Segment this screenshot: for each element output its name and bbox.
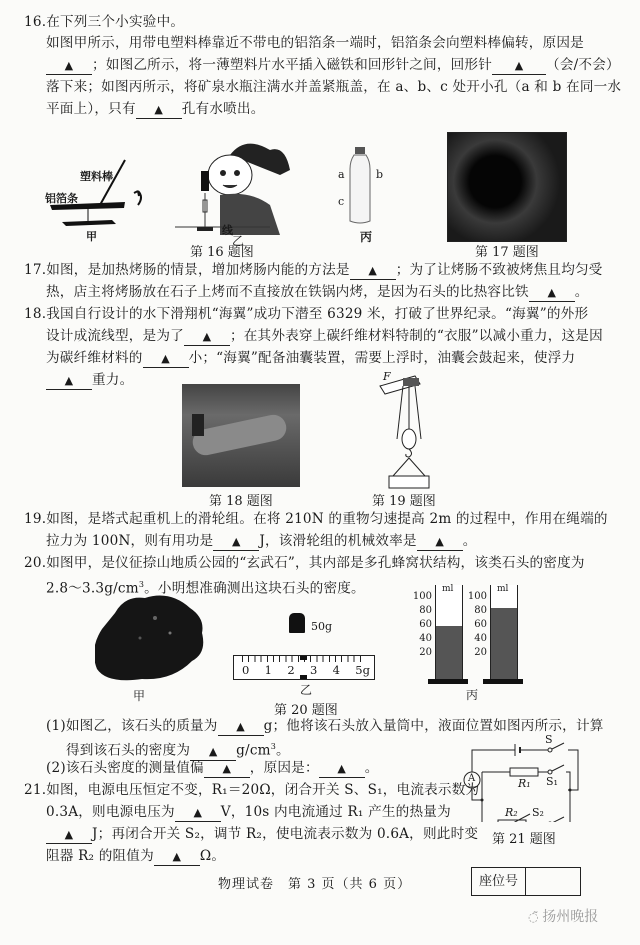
caption-fig16: 第 16 题图 — [190, 245, 254, 260]
label-R2: R₂ — [505, 806, 518, 819]
q16-title: 16.在下列三个小实验中。 — [24, 14, 185, 30]
seat-number-field[interactable] — [526, 868, 580, 895]
answer-blank[interactable]: ▲ — [175, 804, 221, 822]
answer-blank[interactable]: ▲ — [190, 743, 236, 761]
answer-blank[interactable]: ▲ — [204, 760, 250, 778]
q16-line3: 落下来；如图丙所示，将矿泉水瓶注满水并盖紧瓶盖，在 a、b、c 处开小孔（a 和 b 在同一水 — [46, 79, 622, 95]
answer-blank[interactable]: ▲ — [46, 826, 92, 844]
answer-blank[interactable]: ▲ — [417, 533, 463, 551]
answer-blank[interactable]: ▲ — [492, 57, 546, 75]
watermark: ◌̃ 扬州晚报 — [528, 909, 599, 925]
caption-fig19: 第 19 题图 — [372, 494, 436, 509]
figure-20-bing-cylinders: 100 80 60 40 20 ml 100 80 60 40 20 ml — [410, 585, 540, 685]
q20-line2: $2.8\sim 3.3g/cm^3$。小明想准确测出这块石头的密度。 — [46, 580, 365, 597]
label-bing: 丙 — [360, 230, 373, 244]
q18-line1: 18.我国自行设计的水下滑翔机“海翼”成功下潜至 6329 米，打破了世界纪录。“海翼”的外形 — [24, 306, 589, 322]
figure-16-bing-water-bottle — [345, 145, 375, 225]
label-ammeter-A: A — [468, 773, 476, 784]
answer-blank[interactable]: ▲ — [46, 57, 92, 75]
answer-blank[interactable]: ▲ — [46, 372, 92, 390]
q16-line1: 如图甲所示，用带电塑料棒靠近不带电的铝箔条一端时，铝箔条会向塑料棒偏转，原因是 — [46, 35, 584, 51]
label-R1: R₁ — [518, 777, 531, 790]
force-label-F: F — [383, 370, 391, 383]
q19-line2: 拉力为 100N，则有用功是 ▲ J，该滑轮组的机械效率是 ▲ 。 — [46, 533, 477, 549]
scale-tick-labels: 0 1 2 3 4 5g — [242, 663, 370, 677]
weight-icon — [289, 613, 305, 633]
q18-line3: 为碳纤维材料的 ▲ 小；“海翼”配备油囊装置，需要上浮时，油囊会鼓起来，使浮力 — [46, 350, 576, 366]
label-thread: 线 — [222, 224, 233, 237]
answer-blank[interactable]: ▲ — [319, 760, 365, 778]
q21-line4: 阻器 R₂ 的阻值为 ▲ Ω。 — [46, 848, 226, 864]
hole-b: b — [376, 168, 384, 181]
hole-c: c — [338, 195, 345, 208]
cylinder-scale-right: 100 80 60 40 20 — [467, 591, 487, 658]
balance-scale-ruler — [233, 655, 375, 680]
page-footer: 物理试卷 第 3 页（共 6 页） — [218, 877, 412, 892]
cylinder-scale-left: 100 80 60 40 20 — [412, 591, 432, 658]
label-yi: 乙 — [300, 683, 313, 697]
label-S1: S₁ — [546, 775, 558, 788]
caption-fig17: 第 17 题图 — [475, 245, 539, 260]
label-jia: 甲 — [86, 230, 97, 243]
answer-blank[interactable]: ▲ — [350, 262, 396, 280]
label-yi: 乙 — [232, 234, 245, 248]
q20-part2: (2)该石头密度的测量值偏 ▲ ，原因是： ▲ 。 — [46, 760, 379, 776]
figure-19-pulley-system — [375, 374, 435, 489]
label-foil-strip: 铝箔条 — [45, 192, 78, 205]
label-plastic-rod: 塑料棒 — [80, 170, 113, 183]
label-switch-S: S — [545, 733, 553, 746]
answer-blank[interactable]: ▲ — [213, 533, 259, 551]
q20-line1: 20.如图甲，是仪征捺山地质公园的“玄武石”，其内部是多孔蜂窝状结构，该类石头的密度为 — [24, 555, 585, 571]
caption-fig21: 第 21 题图 — [492, 832, 556, 847]
caption-fig18: 第 18 题图 — [209, 494, 273, 509]
wechat-icon: ◌̃ — [528, 910, 543, 924]
q21-line2: 0.3A，则电源电压为 ▲ V，10s 内电流通过 R₁ 产生的热量为 — [46, 804, 451, 820]
q20-part1-line2: 得到该石头的密度为 ▲ $g/cm^3$。 — [66, 742, 290, 759]
q21-line1: 21.如图，电源电压恒定不变，R₁＝20Ω，闭合开关 S、S₁，电流表示数为 — [24, 782, 480, 798]
answer-blank[interactable]: ▲ — [184, 328, 230, 346]
q20-part1-line1: (1)如图乙，该石头的质量为 ▲ g；他将该石头放入量筒中，液面位置如图丙所示，计算 — [46, 718, 604, 734]
q19-line1: 19.如图，是塔式起重机上的滑轮组。在将 210N 的重物匀速提高 2m 的过程中，作用在绳端的 — [24, 511, 608, 527]
answer-blank[interactable]: ▲ — [154, 848, 200, 866]
answer-blank[interactable]: ▲ — [136, 101, 182, 119]
figure-18-glider-photo — [182, 384, 300, 487]
figure-17-sausage-photo — [447, 132, 567, 242]
q17-line2: 热，店主将烤肠放在石子上烤而不直接放在铁锅内烤，是因为石头的比热容比铁 ▲ 。 — [46, 284, 589, 300]
q17-line1: 17.如图，是加热烤肠的情景，增加烤肠内能的方法是 ▲ ；为了让烤肠不致被烤焦且均匀受 — [24, 262, 603, 278]
label-jia: 甲 — [133, 689, 146, 703]
rider-marker-top — [300, 656, 307, 660]
figure-16-yi-magnet-girl — [175, 135, 295, 235]
answer-blank[interactable]: ▲ — [143, 350, 189, 368]
q18-line4: ▲ 重力。 — [46, 370, 133, 390]
q16-line2: ▲ ；如图乙所示，将一薄塑料片水平插入磁铁和回形针之间，回形针 ▲ （会/不会） — [46, 55, 620, 75]
seat-number-box — [471, 867, 581, 896]
label-S2: S₂ — [532, 806, 544, 819]
caption-fig20: 第 20 题图 — [274, 703, 338, 718]
label-bing: 丙 — [466, 688, 479, 702]
hole-a: a — [338, 168, 345, 181]
q21-line3: ▲ J；再闭合开关 S₂，调节 R₂，使电流表示数为 0.6A，则此时变 — [46, 824, 478, 844]
figure-20-jia-basalt-rock — [95, 588, 210, 683]
seat-label: 座位号 — [472, 868, 526, 895]
q16-line4: 平面上），只有 ▲ 孔有水喷出。 — [46, 101, 265, 117]
answer-blank[interactable]: ▲ — [218, 718, 264, 736]
weight-label: 50g — [311, 620, 333, 633]
q18-line2: 设计成流线型，是为了 ▲ ；在其外表穿上碳纤维材料特制的“衣服”以减小重力，这是因 — [46, 328, 603, 344]
answer-blank[interactable]: ▲ — [529, 284, 575, 302]
